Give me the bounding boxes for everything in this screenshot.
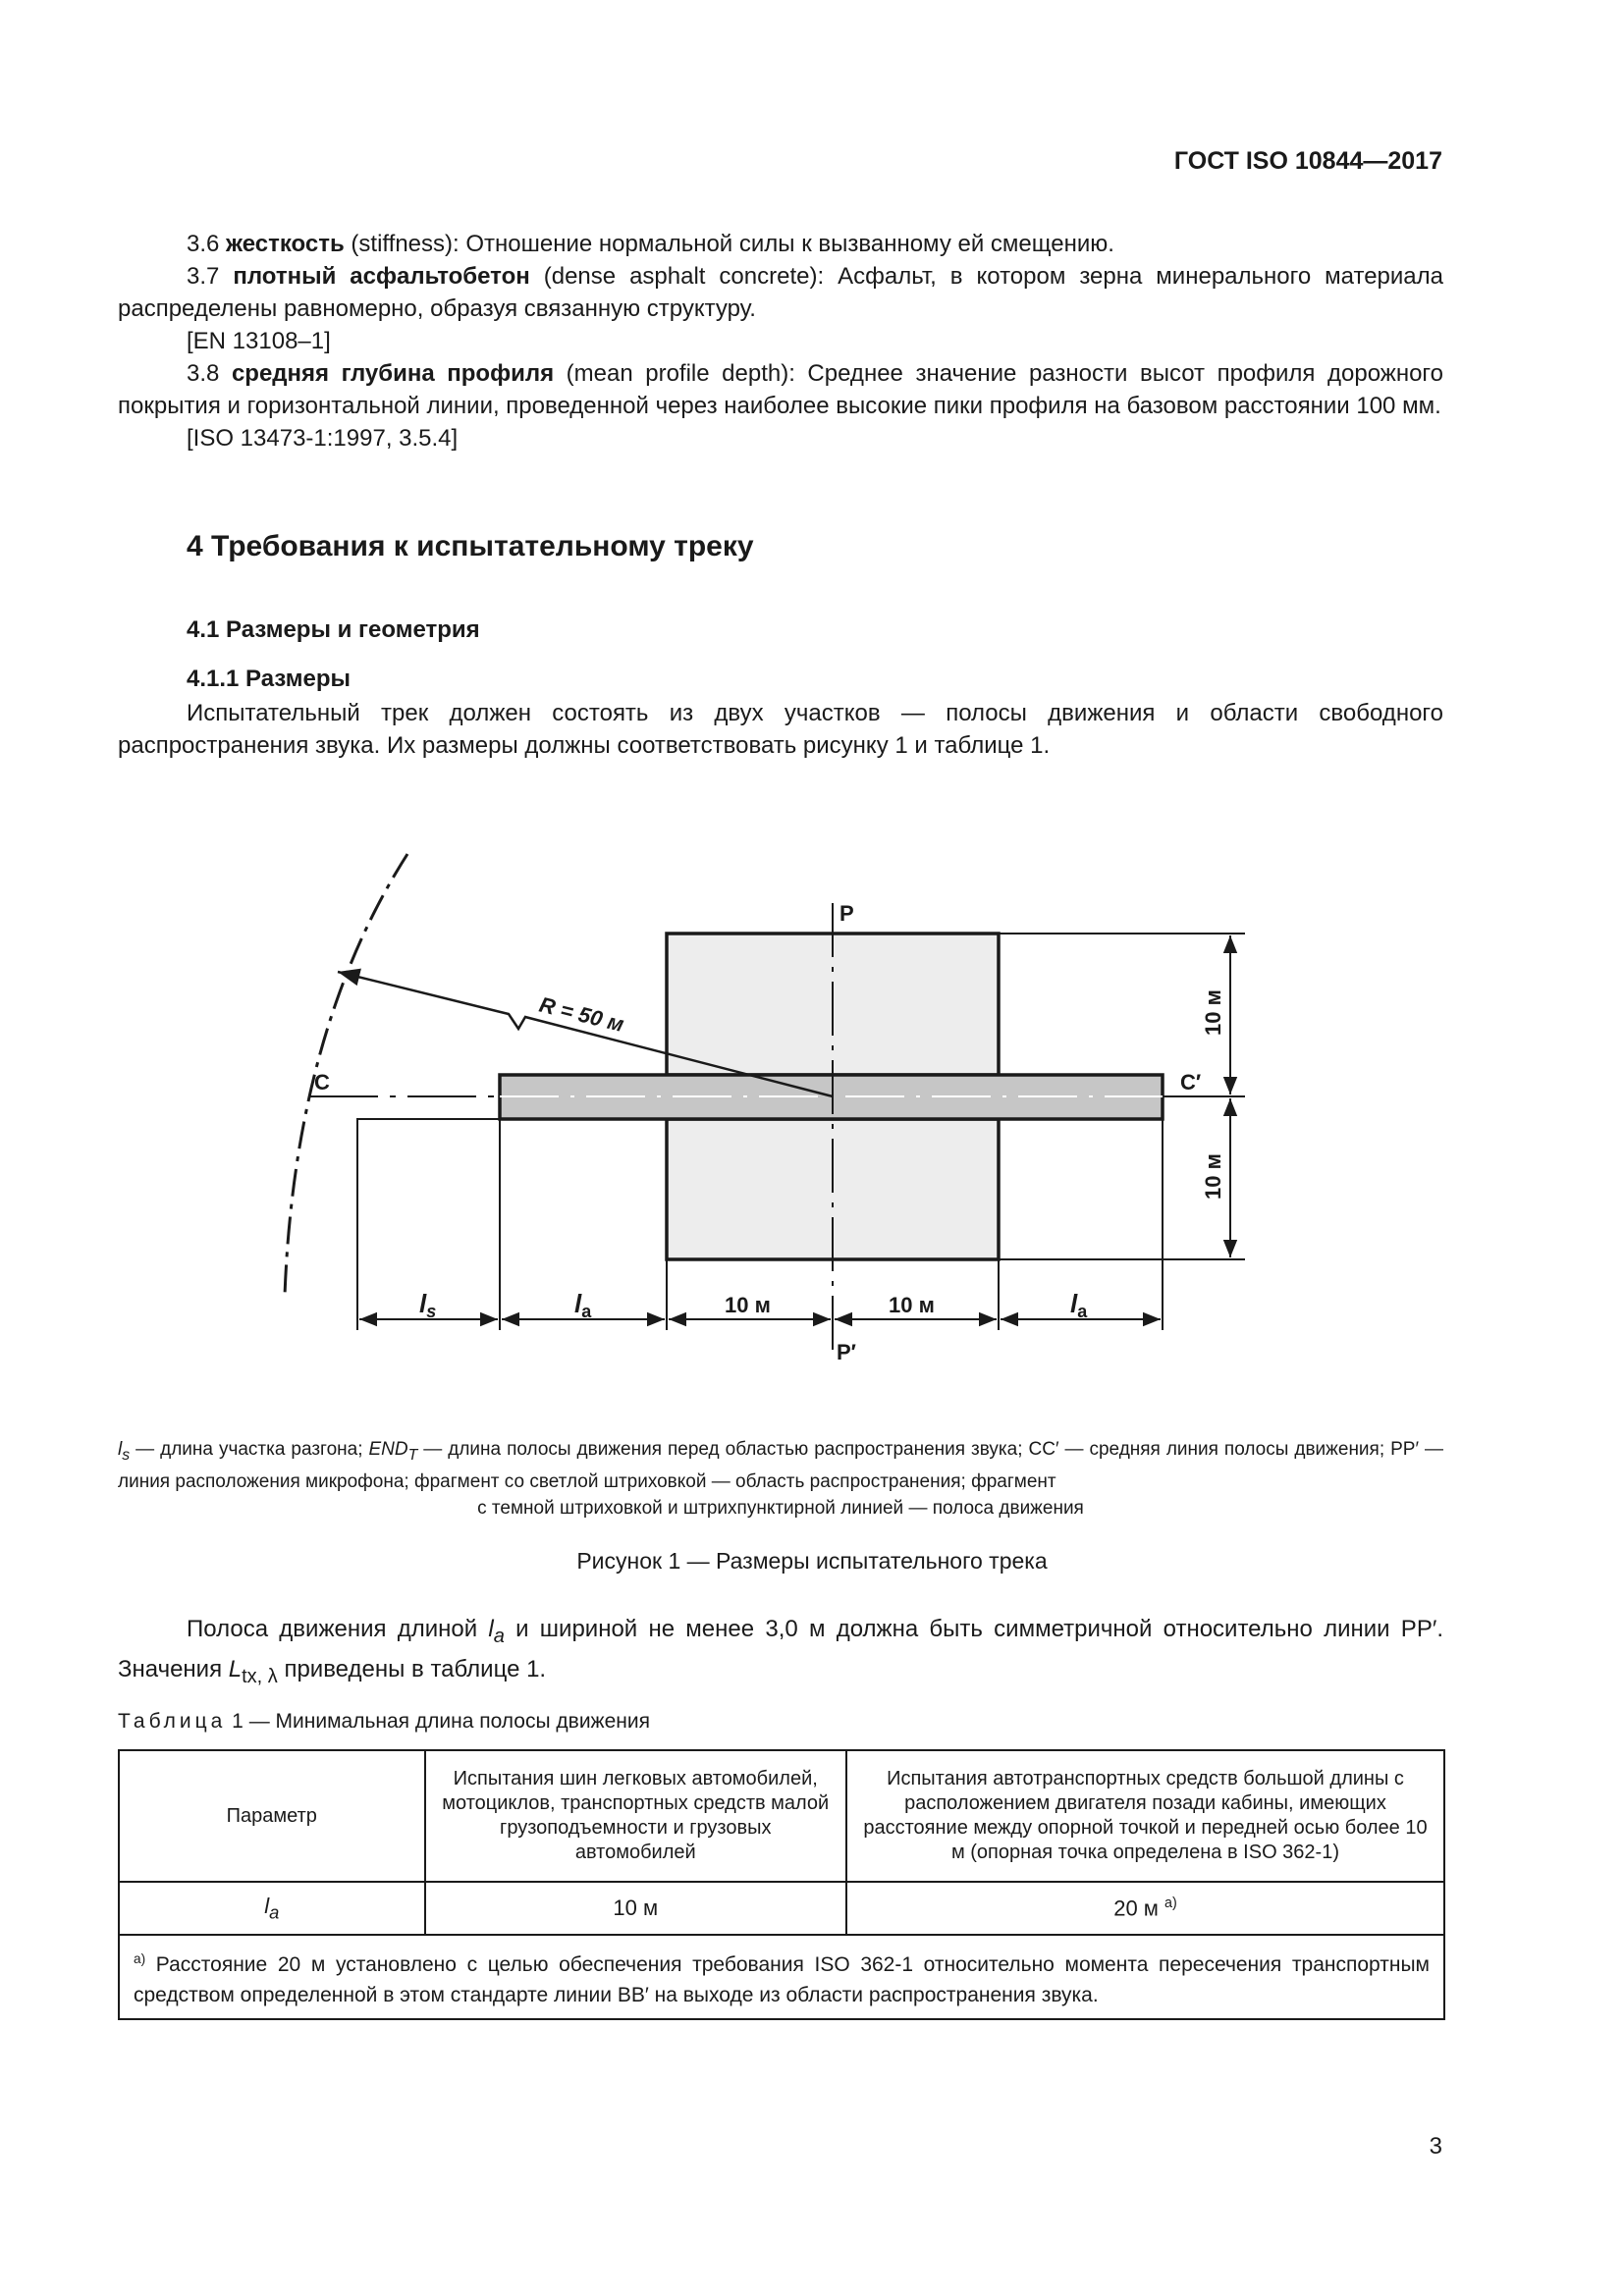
label-c: C — [314, 1070, 330, 1095]
label-dim-right-10m: 10 м — [889, 1293, 935, 1317]
table-header-cell: Испытания автотранспортных средств большой длины с расположением двигателя позади кабины, имеющих расстояние между опорной точкой и передней осью более 10 м (опорная точка определена в ISO 362-1) — [846, 1750, 1444, 1882]
table-note — [119, 1935, 1444, 2019]
legend-subscript: s — [122, 1446, 131, 1464]
footnote-text: Расстояние 20 м установлено с целью обеспечения требования ISO 362-1 относительно момента пересечения транспортным средством определенной в этом стандарте линии BB′ на выходе из области распространения звука. — [134, 1953, 1430, 2006]
table-1 — [118, 1749, 1445, 2020]
section-4-1-1-title: 4.1.1 Размеры — [187, 666, 351, 692]
section-4-title: 4 Требования к испытательному треку — [187, 530, 754, 562]
table-caption-text: 1 — Минимальная длина полосы движения — [226, 1710, 650, 1733]
label-la-right: la — [1070, 1289, 1088, 1321]
table-header-row — [119, 1750, 1444, 1882]
term-definition: (stiffness): Отношение нормальной силы к вызванному ей смещению. — [344, 231, 1114, 257]
term-name: средняя глубина профиля — [231, 360, 555, 387]
propagation-boundary-arc — [285, 854, 407, 1296]
legend-symbol: l — [118, 1439, 123, 1460]
table-cell: 10 м — [425, 1882, 846, 1935]
section-4-1-title: 4.1 Размеры и геометрия — [187, 616, 480, 643]
legend-text-last: с темной штриховкой и штрихпунктирной линией — полоса движения — [477, 1497, 1084, 1519]
legend-symbol: END — [368, 1439, 408, 1460]
table-header-cell: Испытания шин легковых автомобилей, мотоциклов, транспортных средств малой грузоподъемности и грузовых автомобилей — [425, 1750, 846, 1882]
label-ls: ls — [419, 1289, 437, 1321]
legend-subscript: T — [407, 1446, 418, 1464]
legend-text: — длина участка разгона; — [130, 1439, 369, 1460]
text: Полоса движения длиной — [187, 1616, 489, 1642]
label-dim-left-10m: 10 м — [725, 1293, 771, 1317]
footnote-ref: а) — [1164, 1895, 1177, 1911]
legend-text: — длина полосы движения перед областью распространения звука; CC′ — средняя линия полосы движения; PP′ — линия расположения микрофона; фрагмент со светлой штриховкой — область распространения; фрагмент — [118, 1439, 1443, 1492]
text: приведены в таблице 1. — [277, 1655, 547, 1682]
term-number: 3.6 — [187, 231, 227, 257]
paragraph: Испытательный трек должен состоять из двух участков — полосы движения и области свободного распространения звука. Их размеры должны соответствовать рисунку 1 и таблице 1. — [118, 700, 1443, 759]
label-c-prime: C′ — [1180, 1070, 1202, 1095]
term-definition: (dense asphalt concrete): Асфальт, в котором зерна минерального материала распределены равномерно, образуя связанную структуру. — [118, 263, 1443, 322]
footnote-mark: а) — [134, 1951, 146, 1966]
page-number: 3 — [1429, 2133, 1442, 2160]
value: 20 м — [1113, 1896, 1159, 1921]
label-radius: R = 50 м — [536, 991, 627, 1038]
symbol: l — [488, 1616, 494, 1642]
table-note-row — [119, 1935, 1444, 2019]
figure-caption: Рисунок 1 — Размеры испытательного трека — [576, 1548, 1048, 1574]
table-cell — [846, 1882, 1444, 1935]
subscript: a — [269, 1901, 280, 1923]
label-dim-top: 10 м — [1201, 989, 1225, 1036]
table-row — [119, 1882, 1444, 1935]
table-cell-param — [119, 1882, 425, 1935]
table-caption — [118, 1710, 650, 1734]
term-3-7-ref: [EN 13108–1] — [187, 328, 331, 354]
label-p: P — [839, 901, 854, 926]
table-header-cell: Параметр — [119, 1750, 425, 1882]
subscript: tx, λ — [242, 1665, 278, 1687]
symbol: l — [264, 1893, 270, 1918]
term-number: 3.8 — [187, 360, 232, 387]
term-3-8-ref: [ISO 13473-1:1997, 3.5.4] — [187, 425, 459, 452]
symbol: L — [228, 1655, 243, 1682]
term-definition: (mean profile depth): Среднее значение разности высот профиля дорожного покрытия и горизонтальной линии, проведенной через наиболее высокие пики профиля на базовом расстоянии 100 мм. — [118, 360, 1443, 419]
label-p-prime: P′ — [837, 1340, 856, 1364]
document-header: ГОСТ ISO 10844—2017 — [1173, 147, 1442, 175]
label-dim-bottom: 10 м — [1201, 1153, 1225, 1200]
term-name: жесткость — [226, 231, 345, 257]
label-la-left: la — [574, 1289, 592, 1321]
subscript: a — [493, 1625, 505, 1647]
paragraph — [118, 1613, 1443, 1693]
lane-paragraph — [118, 1613, 1443, 1693]
term-name: плотный асфальтобетон — [233, 263, 530, 290]
text: и шириной не менее 3,0 м должна быть симметричной относительно линии PP′. Значения — [118, 1616, 1443, 1682]
table-caption-label: Таблица — [118, 1710, 227, 1733]
figure-legend — [118, 1436, 1443, 1522]
term-number: 3.7 — [187, 263, 234, 290]
